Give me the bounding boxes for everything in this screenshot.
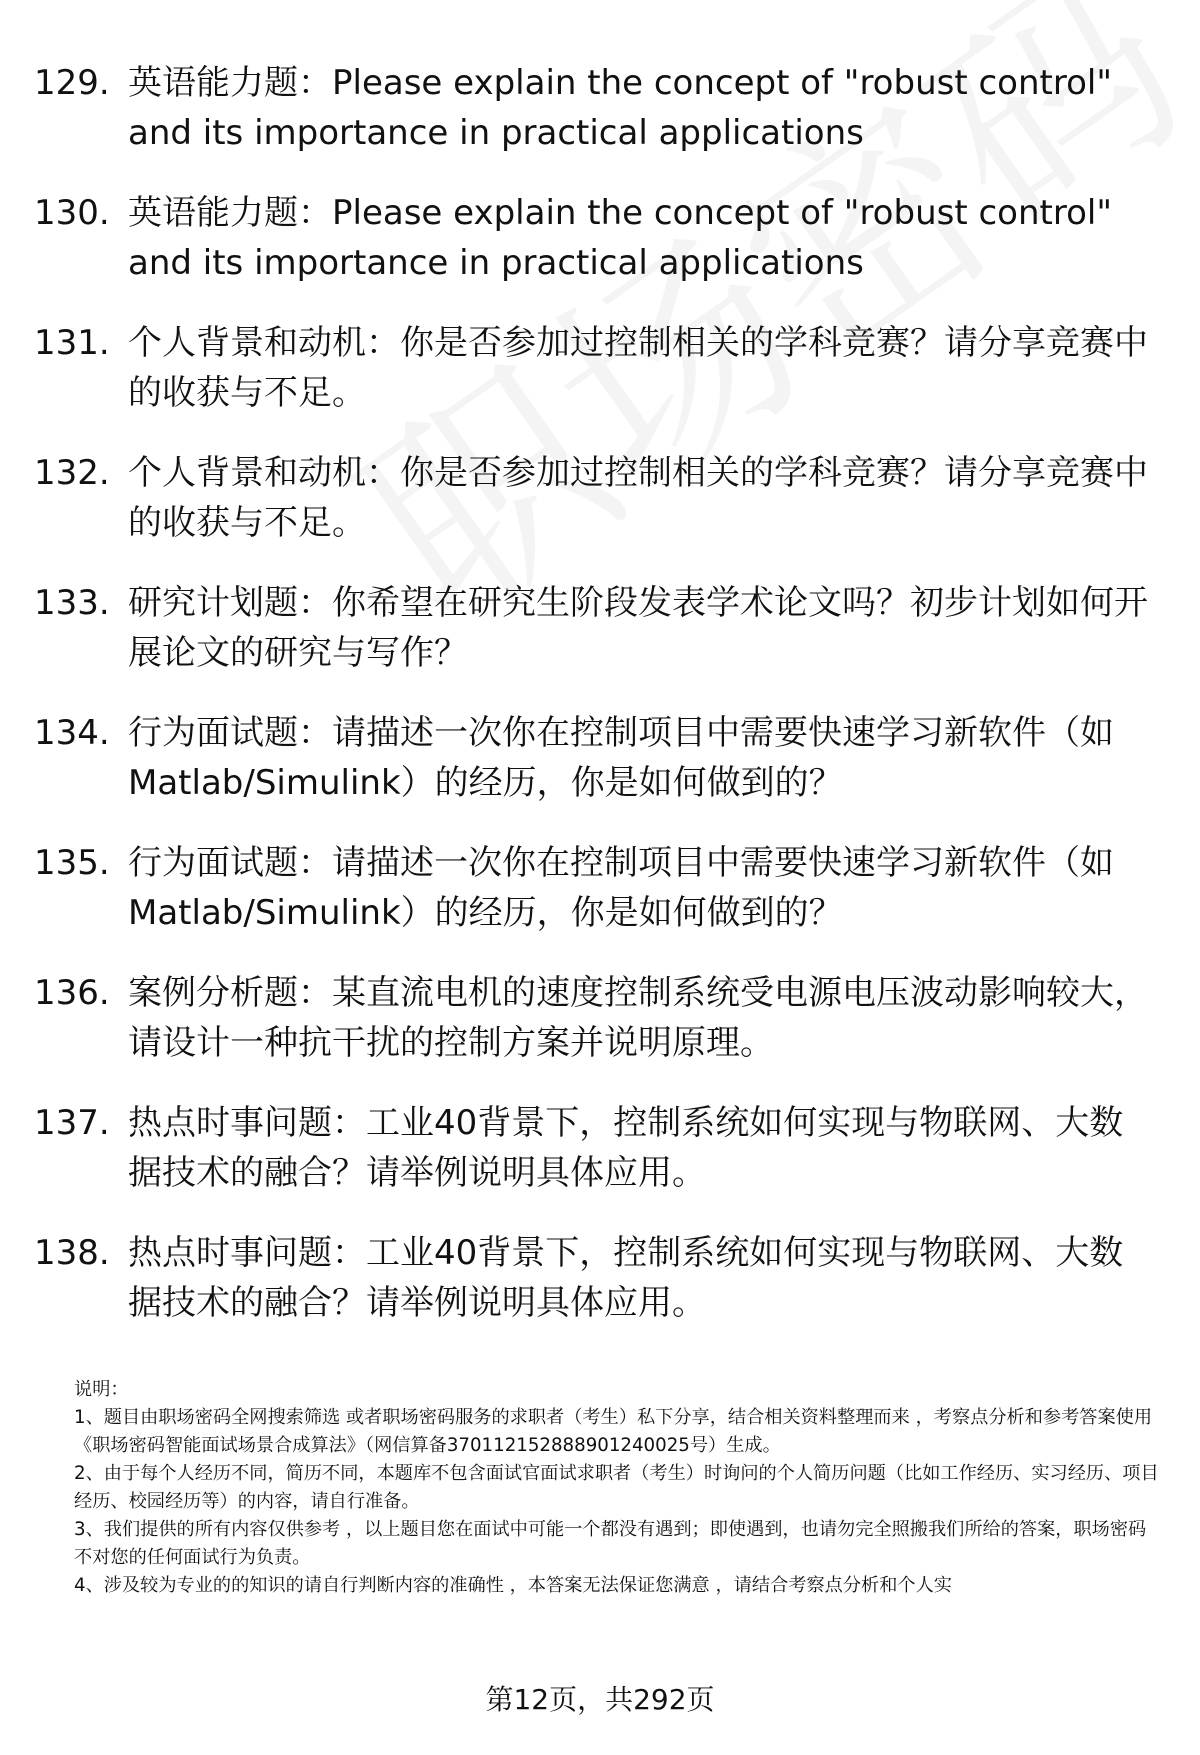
question-text: 研究计划题：你希望在研究生阶段发表学术论文吗？初步计划如何开展论文的研究与写作？: [128, 583, 1148, 673]
question-text: 个人背景和动机：你是否参加过控制相关的学科竞赛？请分享竞赛中的收获与不足。: [128, 323, 1148, 413]
question-text: 热点时事问题：工业40背景下，控制系统如何实现与物联网、大数据技术的融合？请举例说明具体应用。: [128, 1233, 1124, 1323]
question-number: 138.: [34, 1233, 110, 1273]
question-item: [34, 318, 1166, 418]
question-item: [34, 1228, 1166, 1328]
question-text: 行为面试题：请描述一次你在控制项目中需要快速学习新软件（如Matlab/Simulink）的经历，你是如何做到的？: [128, 713, 1114, 803]
question-text: 个人背景和动机：你是否参加过控制相关的学科竞赛？请分享竞赛中的收获与不足。: [128, 453, 1148, 543]
question-number: 131.: [34, 323, 110, 363]
question-text: 案例分析题：某直流电机的速度控制系统受电源电压波动影响较大，请设计一种抗干扰的控制方案并说明原理。: [128, 973, 1148, 1063]
question-number: 130.: [34, 193, 110, 233]
question-item: [34, 968, 1166, 1068]
question-list: [34, 58, 1166, 1358]
question-number: 135.: [34, 843, 110, 883]
note-item: 1、题目由职场密码全网搜索筛选 或者职场密码服务的求职者（考生）私下分享，结合相关资料整理而来 ，考察点分析和参考答案使用《职场密码智能面试场景合成算法》（网信算备370112152888901240025号）生成。: [74, 1407, 1153, 1456]
page-number: 第12页，共292页: [485, 1683, 715, 1716]
question-number: 137.: [34, 1103, 110, 1143]
question-number: 133.: [34, 583, 110, 623]
question-number: 134.: [34, 713, 110, 753]
notes-title: 说明：: [74, 1379, 129, 1400]
notes-section: [74, 1376, 1164, 1600]
question-number: 136.: [34, 973, 110, 1013]
question-item: [34, 1098, 1166, 1198]
question-item: [34, 838, 1166, 938]
question-item: [34, 448, 1166, 548]
note-item: 3、我们提供的所有内容仅供参考 ，以上题目您在面试中可能一个都没有遇到；即使遇到，也请勿完全照搬我们所给的答案，职场密码不对您的任何面试行为负责。: [74, 1519, 1147, 1568]
question-item: [34, 188, 1166, 288]
question-item: [34, 58, 1166, 158]
question-number: 129.: [34, 63, 110, 103]
note-item: 4、涉及较为专业的的知识的请自行判断内容的准确性 ，本答案无法保证您满意 ，请结合考察点分析和个人实: [74, 1575, 952, 1596]
question-text: 英语能力题：Please explain the concept of "robust control" and its importance in practical applications: [128, 63, 1112, 153]
question-text: 行为面试题：请描述一次你在控制项目中需要快速学习新软件（如Matlab/Simulink）的经历，你是如何做到的？: [128, 843, 1114, 933]
question-text: 英语能力题：Please explain the concept of "robust control" and its importance in practical applications: [128, 193, 1112, 283]
question-item: [34, 578, 1166, 678]
question-text: 热点时事问题：工业40背景下，控制系统如何实现与物联网、大数据技术的融合？请举例说明具体应用。: [128, 1103, 1124, 1193]
question-item: [34, 708, 1166, 808]
question-number: 132.: [34, 453, 110, 493]
note-item: 2、由于每个人经历不同，简历不同，本题库不包含面试官面试求职者（考生）时询问的个人简历问题（比如工作经历、实习经历、项目经历、校园经历等）的内容，请自行准备。: [74, 1463, 1159, 1512]
